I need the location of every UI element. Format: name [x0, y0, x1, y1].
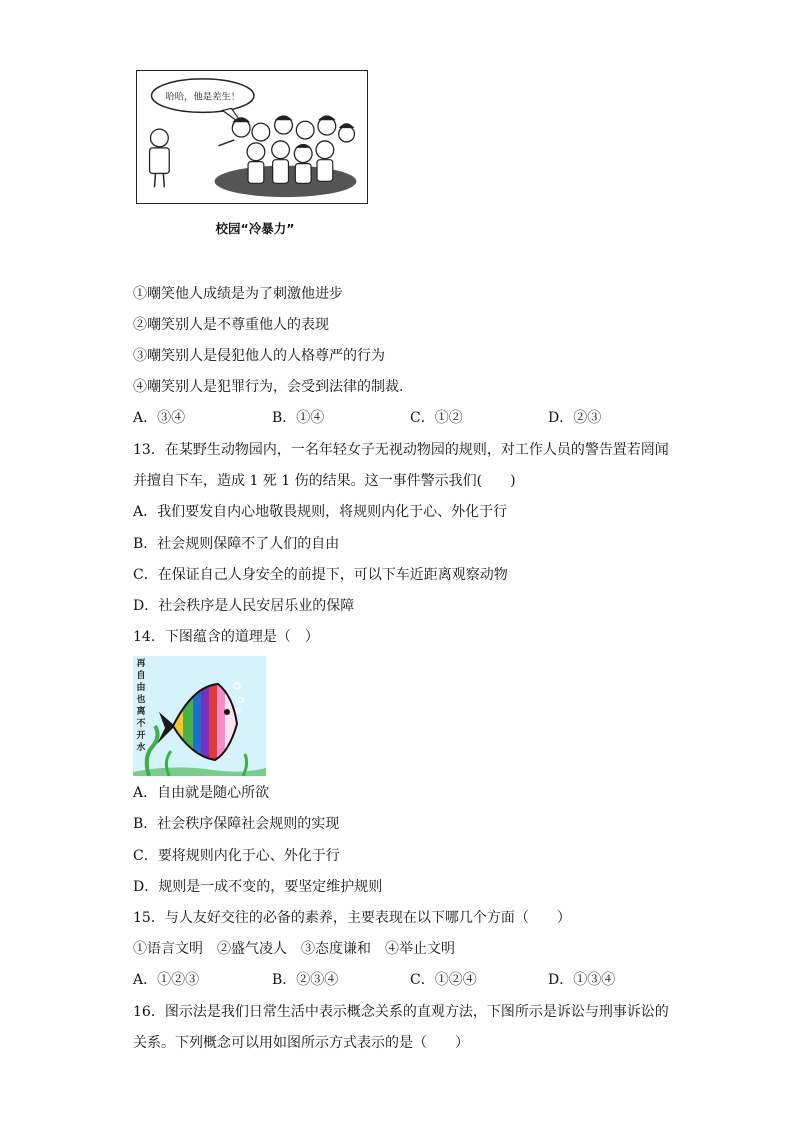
cartoon-image [136, 70, 368, 204]
q15-option-a[interactable]: A．①②③ [133, 972, 200, 988]
q13-option-c[interactable]: C．在保证自己人身安全的前提下，可以下车近距离观察动物 [133, 567, 508, 583]
fish-image-vertical-text: 再 自 由 也 离 不 开 水 [136, 659, 146, 753]
q14-option-b[interactable]: B．社会秩序保障社会规则的实现 [133, 816, 340, 832]
q14-option-c[interactable]: C．要将规则内化于心、外化于行 [133, 848, 340, 864]
q14-stem: 14．下图蕴含的道理是（ ） [133, 629, 319, 645]
q12-item-3: ③嘲笑别人是侵犯他人的人格尊严的行为 [133, 348, 385, 364]
q12-item-2: ②嘲笑别人是不尊重他人的表现 [133, 317, 329, 333]
q15-option-d[interactable]: D．①③④ [548, 972, 616, 988]
q12-option-d[interactable]: D．②③ [548, 410, 602, 426]
q15-option-b[interactable]: B．②③④ [272, 972, 339, 988]
q15-stem: 15．与人友好交往的必备的素养，主要表现在以下哪几个方面（ ） [133, 910, 571, 926]
q16-stem-line-2: 关系。下列概念可以用如图所示方式表示的是（ ） [133, 1035, 469, 1051]
q12-option-a[interactable]: A．③④ [133, 410, 186, 426]
speech-bubble-text: 哈哈，他是差生！ [165, 91, 241, 103]
q12-item-4: ④嘲笑别人是犯罪行为，会受到法律的制裁. [133, 379, 404, 395]
q13-option-d[interactable]: D．社会秩序是人民安居乐业的保障 [133, 598, 355, 614]
q13-option-a[interactable]: A．我们要发自内心地敬畏规则，将规则内化于心、外化于行 [133, 504, 508, 520]
q13-stem-line-1: 13．在某野生动物园内，一名年轻女子无视动物园的规则，对工作人员的警告置若罔闻 [133, 442, 669, 458]
cartoon-caption: 校园“冷暴力” [215, 221, 295, 236]
q14-option-d[interactable]: D．规则是一成不变的，要坚定维护规则 [133, 879, 383, 895]
q13-stem-line-2: 并擅自下车，造成 1 死 1 伤的结果。这一事件警示我们( ) [133, 473, 516, 489]
q15-items: ①语言文明 ②盛气凌人 ③态度谦和 ④举止文明 [133, 941, 455, 957]
fish-image [133, 656, 266, 776]
q12-item-1: ①嘲笑他人成绩是为了刺激他进步 [133, 286, 343, 302]
q13-option-b[interactable]: B．社会规则保障不了人们的自由 [133, 536, 340, 552]
q14-option-a[interactable]: A．自由就是随心所欲 [133, 785, 270, 801]
q12-option-c[interactable]: C．①② [410, 410, 463, 426]
q15-option-c[interactable]: C．①②④ [410, 972, 477, 988]
q16-stem-line-1: 16．图示法是我们日常生活中表示概念关系的直观方法，下图所示是诉讼与刑事诉讼的 [133, 1004, 669, 1020]
q12-option-b[interactable]: B．①④ [272, 410, 325, 426]
